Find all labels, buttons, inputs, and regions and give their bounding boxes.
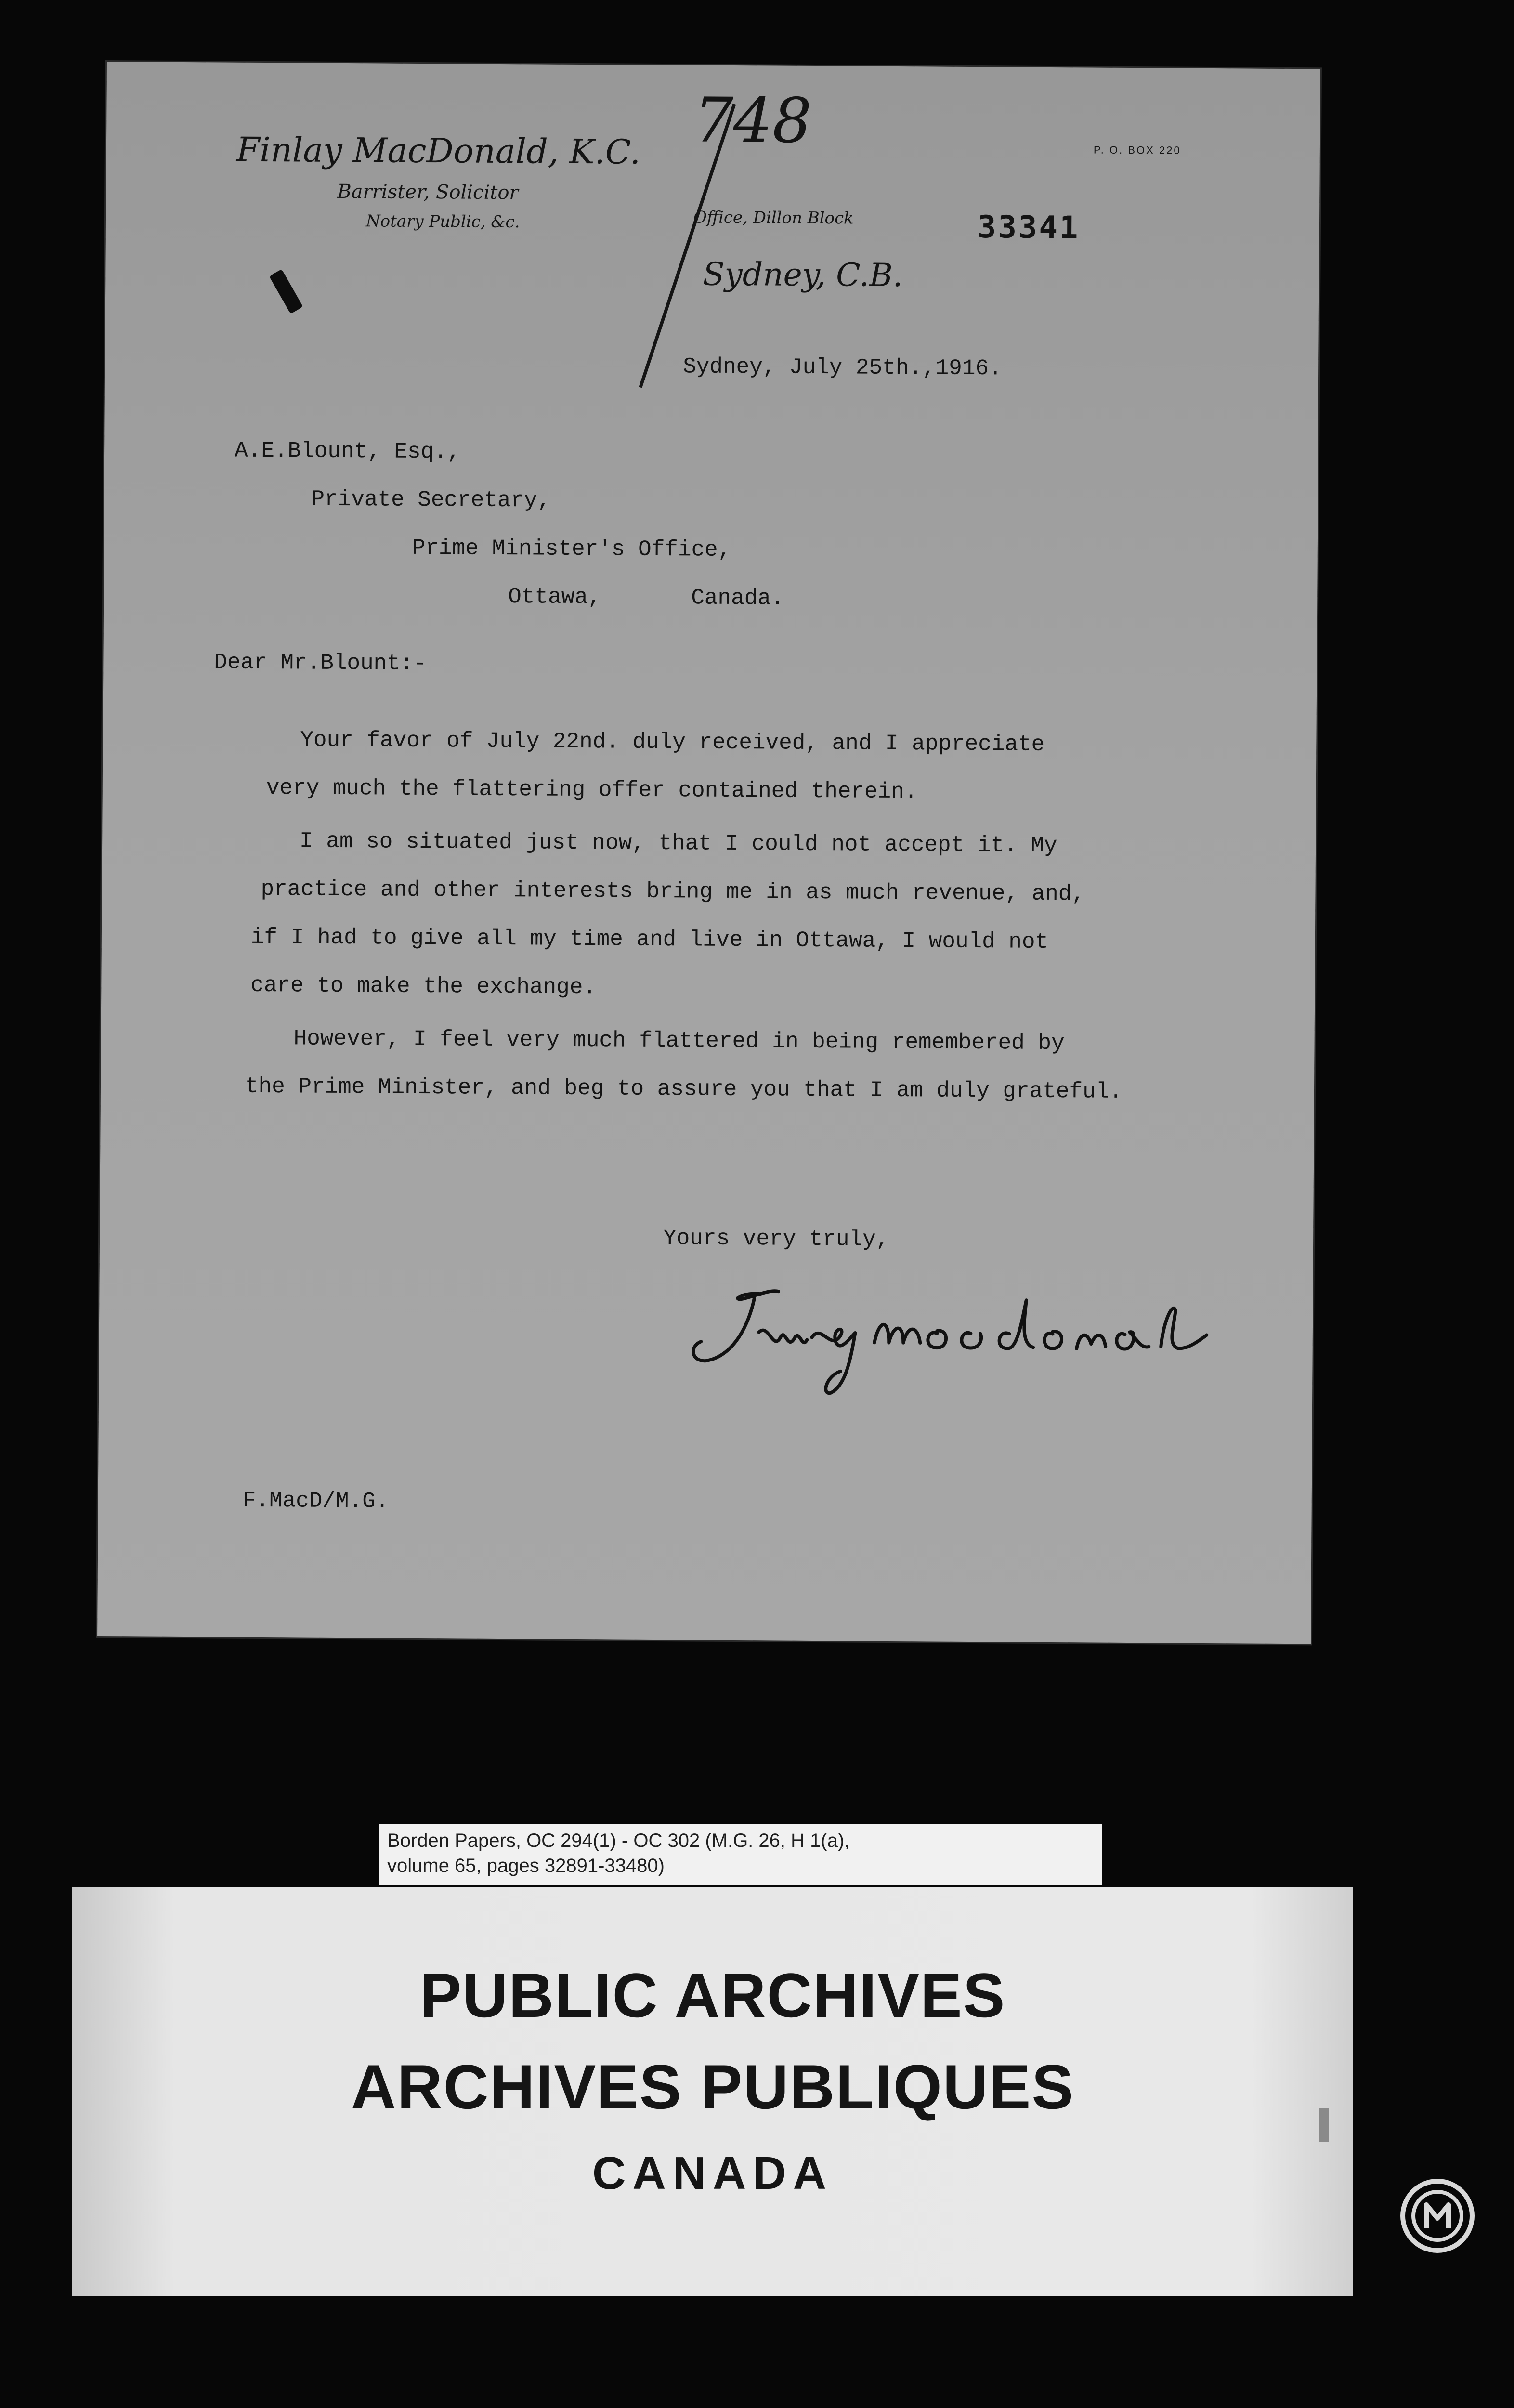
archive-label-card <box>72 1887 1353 2296</box>
body-line: care to make the exchange. <box>250 972 597 1000</box>
archive-country: CANADA <box>592 2147 833 2199</box>
body-line: very much the flattering offer contained therein. <box>266 775 918 805</box>
addressee-country: Canada. <box>691 585 784 611</box>
letterhead-notary: Notary Public, &c. <box>365 211 520 232</box>
body-line: if I had to give all my time and live in Ottawa, I would not <box>250 924 1049 955</box>
handwritten-number: 748 <box>693 84 812 157</box>
addressee-title: Private Secretary, <box>311 486 551 513</box>
body-line: practice and other interests bring me in as much revenue, and, <box>261 876 1085 907</box>
archive-title-en: PUBLIC ARCHIVES <box>419 1960 1006 2030</box>
archive-reference-label <box>379 1824 1102 1885</box>
addressee-city: Ottawa, <box>508 584 601 610</box>
salutation: Dear Mr.Blount:- <box>214 650 427 677</box>
body-line: the Prime Minister, and beg to assure you that I am duly grateful. <box>245 1073 1123 1104</box>
letter-date: Sydney, July 25th.,1916. <box>682 354 1002 381</box>
addressee-name: A.E.Blount, Esq., <box>234 438 461 465</box>
body-line: However, I feel very much flattered in being remembered by <box>293 1026 1065 1056</box>
pen-stroke <box>639 104 736 388</box>
letterhead-role: Barrister, Solicitor <box>337 180 519 204</box>
letterhead-name: Finlay MacDonald, K.C. <box>236 130 641 172</box>
reference-line: volume 65, pages 32891-33480) <box>387 1855 665 1876</box>
letter-page <box>97 62 1320 1644</box>
letterhead-po-box: P. O. BOX 220 <box>1093 144 1181 157</box>
archive-title-fr: ARCHIVES PUBLIQUES <box>351 2052 1075 2122</box>
signature <box>686 1279 1231 1402</box>
reference-line: Borden Papers, OC 294(1) - OC 302 (M.G. 26, H 1(a), <box>387 1830 850 1851</box>
microfilm-logo-icon <box>1397 2175 1478 2257</box>
ink-mark <box>269 269 303 314</box>
letterhead-city: Sydney, C.B. <box>703 255 903 294</box>
letterhead-office: Office, Dillon Block <box>693 208 854 228</box>
stamped-page-number: 33341 <box>977 209 1080 246</box>
body-line: Your favor of July 22nd. duly received, and I appreciate <box>300 727 1045 757</box>
body-line: I am so situated just now, that I could not accept it. My <box>299 828 1057 859</box>
typist-reference: F.MacD/M.G. <box>242 1488 389 1514</box>
closing: Yours very truly, <box>663 1226 889 1252</box>
addressee-office: Prime Minister's Office, <box>412 535 731 563</box>
label-edge-mark <box>1319 2108 1329 2142</box>
